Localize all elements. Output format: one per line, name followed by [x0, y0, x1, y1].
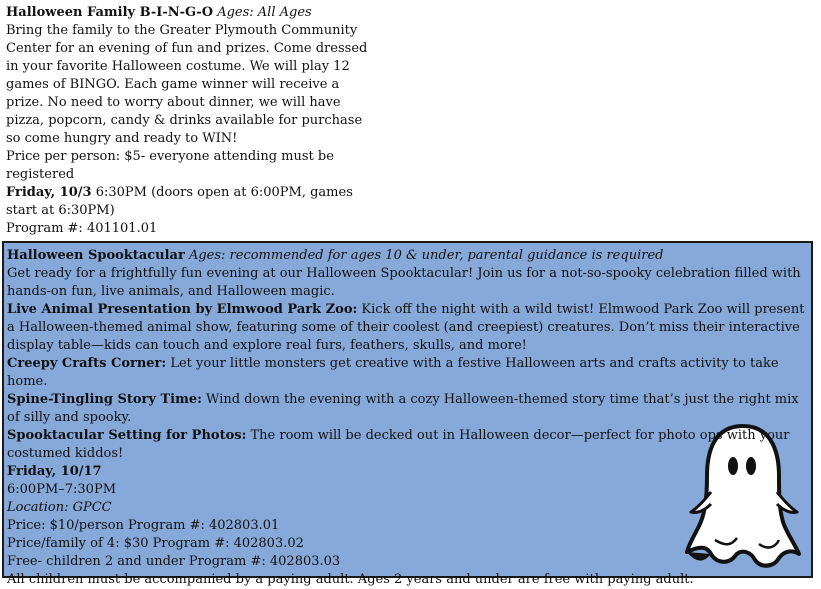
spooktacular-event [2, 241, 813, 587]
spook-ages: Ages: recommended for ages 10 & under, parental guidance is required [188, 248, 664, 263]
bingo-time: 6:30PM (doors open at 6:00PM, games start at 6:30PM) [6, 185, 353, 218]
spook-date [7, 463, 809, 481]
bingo-description: Bring the family to the Greater Plymouth Community Center for an evening of fun and prizes. Come dressed in your favorite Halloween costume. We will play 12 games of BINGO. Each game winner will receive a prize. No need to worry about dinner, we will have pizza, popcorn, candy & drinks available for purchase so come hungry and ready to WIN! [6, 23, 368, 146]
bingo-price: Price per person: $5- everyone attending must be registered [6, 149, 334, 182]
spook-title: Halloween Spooktacular [7, 248, 185, 263]
spook-location [7, 499, 809, 517]
feature-heading: Creepy Crafts Corner: [7, 356, 167, 371]
spook-price-free: Free- children 2 and under Program #: 402803.03 [7, 554, 341, 569]
feature-text: Wind down the evening with a cozy Halloween-themed story time that’s just the right mix of silly and spooky. [7, 392, 799, 425]
bingo-ages: Ages: All Ages [217, 5, 312, 20]
spook-heading [7, 247, 809, 265]
bingo-program: Program #: 401101.01 [6, 221, 158, 236]
spook-location-text: Location: GPCC [7, 500, 112, 515]
feature-heading: Spooktacular Setting for Photos: [7, 428, 247, 443]
feature-text: Let your little monsters get creative with a festive Halloween arts and crafts activity to take home. [7, 356, 779, 389]
spook-date-text: Friday, 10/17 [7, 464, 102, 479]
bingo-event [6, 4, 376, 238]
spook-note: All children must be accompanied by a paying adult. Ages 2 years and under are free with paying adult. [7, 572, 694, 587]
bingo-heading [6, 4, 376, 22]
spook-feature-story [7, 391, 809, 427]
spook-price-person: Price: $10/person Program #: 402803.01 [7, 518, 280, 533]
feature-text: Kick off the night with a wild twist! Elmwood Park Zoo will present a Halloween-themed animal show, featuring some of their coolest (and creepiest) creatures. Don’t miss their interactive display table—kids can touch and explore real furs, feathers, skulls, and more! [7, 302, 805, 353]
spook-time: 6:00PM–7:30PM [7, 482, 117, 497]
spook-price-family: Price/family of 4: $30 Program #: 402803.02 [7, 536, 304, 551]
bingo-date: Friday, 10/3 [6, 185, 92, 200]
spook-feature-crafts [7, 355, 809, 391]
spook-feature-zoo [7, 301, 809, 355]
feature-text: The room will be decked out in Halloween decor—perfect for photo ops with your costumed kiddos! [7, 428, 790, 461]
bingo-schedule [6, 184, 376, 220]
feature-heading: Live Animal Presentation by Elmwood Park Zoo: [7, 302, 358, 317]
spook-feature-photos [7, 427, 809, 463]
spook-intro: Get ready for a frightfully fun evening at our Halloween Spooktacular! Join us for a not-so-spooky celebration filled with hands-on fun, live animals, and Halloween magic. [7, 266, 801, 299]
bingo-title: Halloween Family B-I-N-G-O [6, 5, 214, 20]
feature-heading: Spine-Tingling Story Time: [7, 392, 202, 407]
